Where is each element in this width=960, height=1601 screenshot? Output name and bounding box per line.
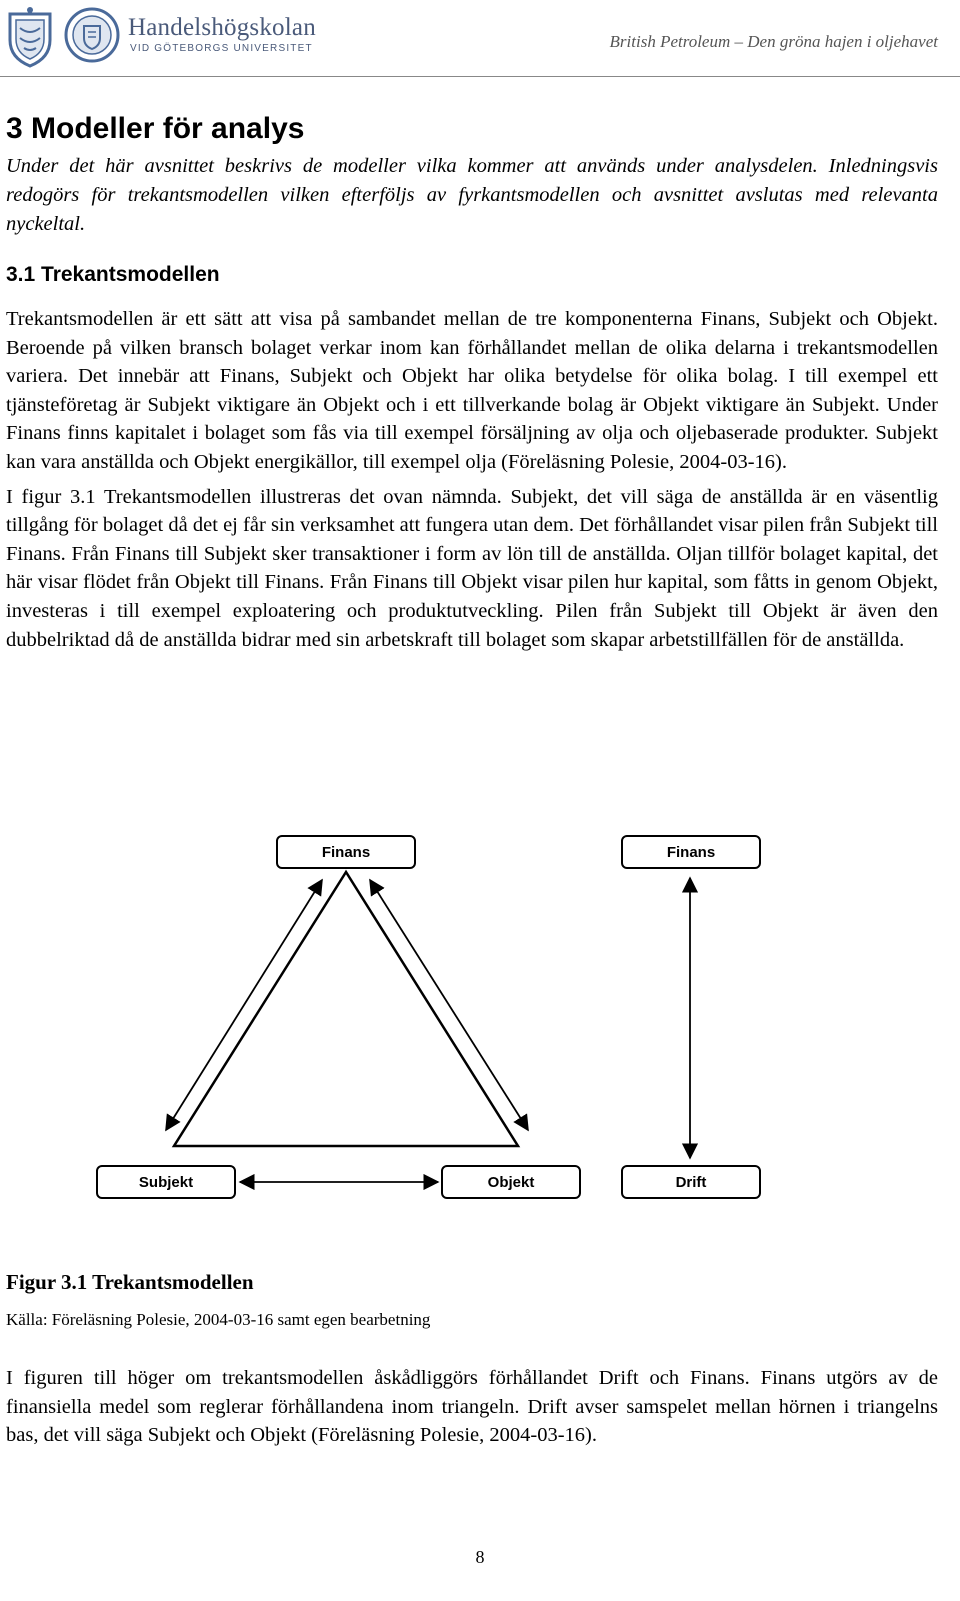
body-paragraph: Trekantsmodellen är ett sätt att visa på sambandet mellan de tre komponenterna Finans, Subjekt och Objekt. Beroende på vilken bransch bolaget verkar inom kan förhållandet mellan de olika delarna i trekantsmodellen variera. Det innebär att Finans, Subjekt och Objekt har olika betydelse för olika bolag. I till exempel ett tjänsteföretag är Subjekt viktigare än Objekt och i ett tillverkande bolag är Objekt viktigare än Subjekt. Under Finans finns kapitalet i bolaget som fås via till exempel försäljning av olja och oljebaserade produkter. Subjekt kan vara anställda och Objekt energikällor, till exempel olja (Föreläsning Polesie, 2004-03-16). — [6, 308, 938, 473]
triangle-model-diagram — [0, 800, 960, 1220]
box-subjekt: Subjekt — [96, 1165, 236, 1199]
closing-section — [6, 1364, 938, 1456]
subsection-heading: 3.1 Trekantsmodellen — [6, 263, 220, 286]
box-finans-drift: Finans — [621, 835, 761, 869]
running-title: British Petroleum – Den gröna hajen i oljehavet — [609, 32, 938, 51]
university-seal-icon — [64, 6, 120, 64]
figure-source: Källa: Föreläsning Polesie, 2004-03-16 samt egen bearbetning — [6, 1310, 431, 1329]
arrow-subjekt-finans — [166, 880, 322, 1130]
page-header — [0, 0, 960, 80]
box-finans-triangle: Finans — [276, 835, 416, 869]
diagram-arrows — [0, 800, 960, 1220]
header-divider — [0, 76, 960, 77]
section-intro: Under det här avsnittet beskrivs de modeller vilka kommer att används under analysdelen. Inledningsvis redogörs för trekantsmodellen vilken efterföljs av fyrkantsmodellen och avsnittet avslutas med relevanta nyckeltal. — [6, 155, 938, 235]
page-number: 8 — [475, 1547, 485, 1567]
arrow-finans-objekt — [370, 880, 528, 1130]
main-content — [6, 112, 938, 660]
triangle-shape — [174, 872, 518, 1146]
closing-paragraph: I figuren till höger om trekantsmodellen åskådliggörs förhållandet Drift och Finans. Finans utgörs av de finansiella medel som reglerar förhållandena inom triangeln. Drift avser samspelet mellan hörnen i triangelns bas, det vill säga Subjekt och Objekt (Föreläsning Polesie, 2004-03-16). — [6, 1367, 938, 1447]
school-name: Handelshögskolan — [128, 14, 316, 41]
figure-caption: Figur 3.1 Trekantsmodellen — [6, 1270, 254, 1294]
box-objekt: Objekt — [441, 1165, 581, 1199]
body-paragraph: I figur 3.1 Trekantsmodellen illustreras det ovan nämnda. Subjekt, det vill säga de anställda är en väsentlig tillgång för bolaget då det ej får sin verksamhet att fungera utan dem. Det förhållandet visar pilen från Subjekt till Finans. Från Finans till Subjekt sker transaktioner i form av lön till de anställda. Oljan tillför bolaget kapital, det här visar flödet från Objekt till Finans. Från Finans till Objekt visar pilen hur kapital, som fåtts in genom Objekt, investeras i till exempel exploatering och produktutveckling. Pilen från Subjekt till Objekt är även den dubbelriktad då de anställda bidrar med sin arbetskraft till bolaget som skapar arbetstillfällen för de anställda. — [6, 485, 938, 651]
crest-logo-icon — [2, 6, 58, 68]
school-subtitle: VID GÖTEBORGS UNIVERSITET — [130, 43, 313, 54]
section-heading: 3 Modeller för analys — [6, 112, 305, 145]
box-drift: Drift — [621, 1165, 761, 1199]
